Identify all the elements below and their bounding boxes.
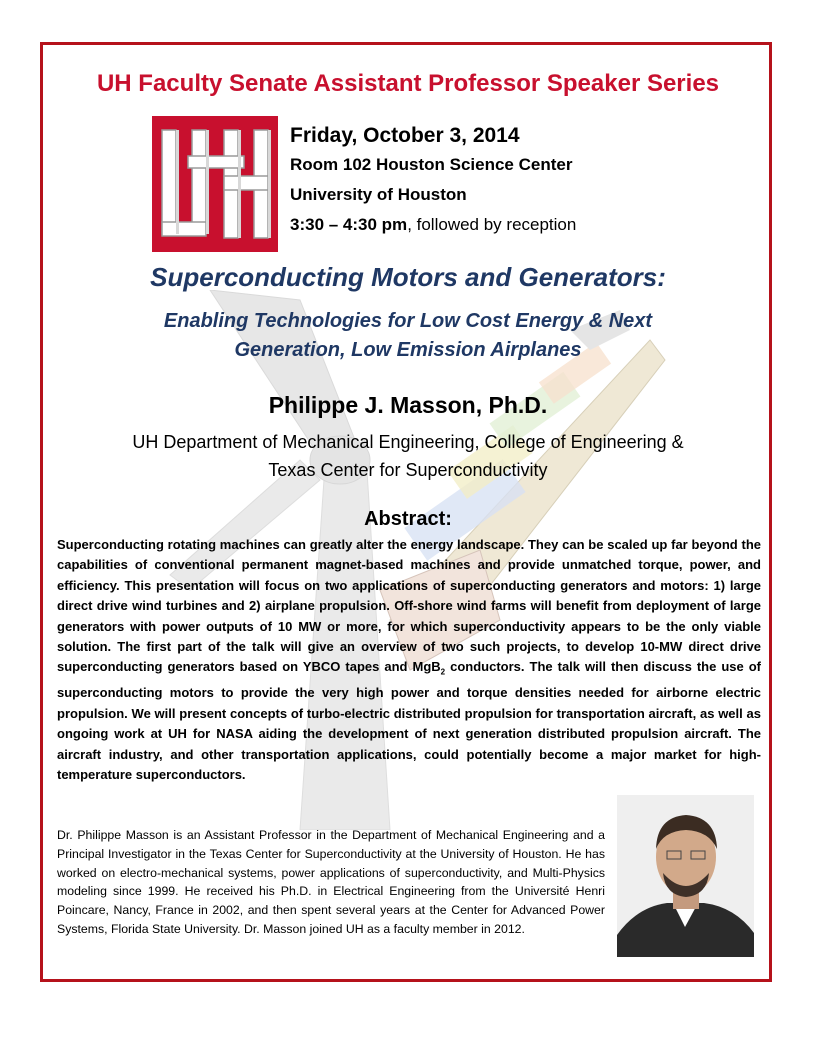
talk-subtitle-line-2: Generation, Low Emission Airplanes [234,339,582,361]
event-time-range: 3:30 – 4:30 pm [290,215,408,234]
uh-logo [152,116,278,252]
speaker-name: Philippe J. Masson, Ph.D. [268,392,548,418]
abstract-part-1: Superconducting rotating machines can greatly alter the energy landscape. They can be scaled up far beyond the capabilities of conventional permanent magnet-based machines and provide unmatched torque, power, and efficiency. This presentation will focus on two applications of superconducting generators and motors: 1) large direct drive wind turbines and 2) airplane propulsion. Off-shore wind farms will benefit from deployment of large generators with power outputs of 10 MW or more, for which superconductivity appears to be the only viable solution. The first part of the talk will give an overview of two such projects, to develop 10-MW direct drive superconducting generators based on YBCO tapes and MgB [57,537,761,675]
abstract-text [57,535,761,785]
talk-subtitle [40,307,776,365]
event-time-suffix: , followed by reception [407,215,577,234]
speaker-bio: Dr. Philippe Masson is an Assistant Professor in the Department of Mechanical Engineering and a Principal Investigator in the Texas Center for Superconductivity at the University of Houston. He has worked on electro-mechanical systems, power applications of superconductivity, and Multi-Physics modeling since 1999. He received his Ph.D. in Electrical Engineering from the Université Henri Poincare, Nancy, France in 2002, and then spent several years at the Center for Advanced Power Systems, Florida State University. Dr. Masson joined UH as a faculty member in 2012. [57,828,605,936]
abstract-subscript: 2 [440,668,446,678]
event-details [290,122,576,240]
abstract-heading: Abstract: [364,508,452,530]
abstract-part-2: conductors. The talk will then discuss the use of superconducting motors to provide the very high power and torque densities needed for airborne electric propulsion. We will present concepts of turbo-electric distributed propulsion for transportation aircraft, as well as ongoing work at UH for NASA aiding the development of next generation distributed propulsion aircraft. The aircraft industry, and other transportation applications, could potentially become a major market for high-temperature superconductors. [57,659,761,783]
event-date: Friday, October 3, 2014 [290,124,520,147]
series-title: UH Faculty Senate Assistant Professor Speaker Series [96,70,720,97]
event-room: Room 102 Houston Science Center [290,155,573,174]
speaker-photo [617,795,754,957]
event-university: University of Houston [290,185,467,204]
talk-subtitle-line-1: Enabling Technologies for Low Cost Energy & Next [163,310,653,332]
talk-title: Superconducting Motors and Generators: [150,262,666,292]
affiliation-line-1: UH Department of Mechanical Engineering, College of Engineering & [132,432,684,452]
affiliation-line-2: Texas Center for Superconductivity [268,460,548,480]
speaker-affiliation [40,428,776,484]
event-time [290,210,576,240]
